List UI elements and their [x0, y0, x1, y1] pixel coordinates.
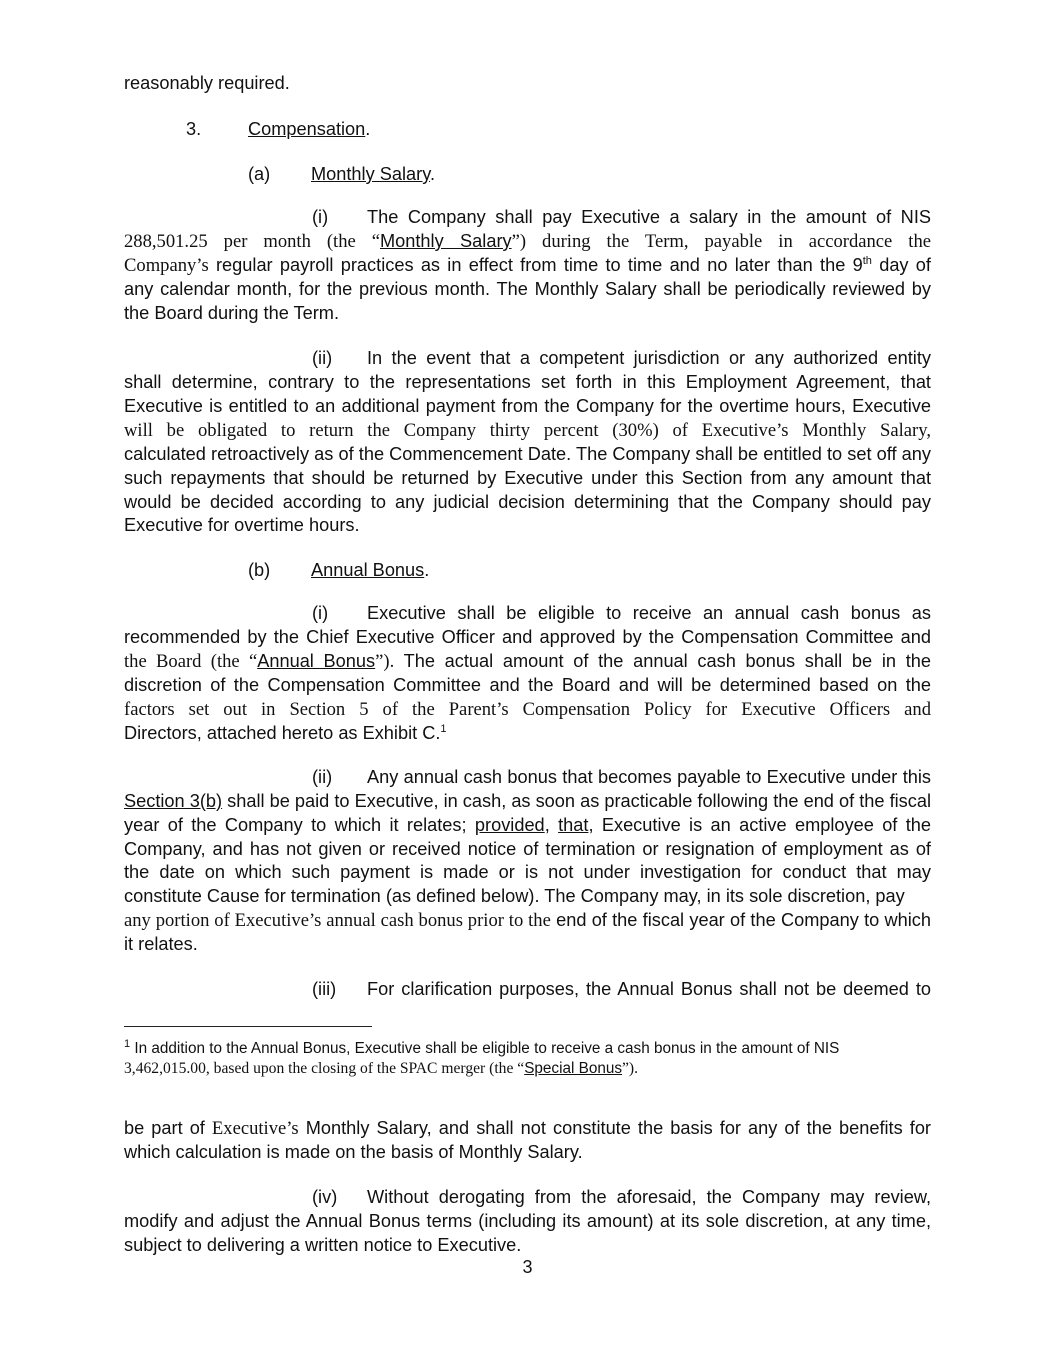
paragraph-text: any calendar month, for the previous month. The Monthly Salary shall be periodically reviewed by the Board during the Term.: [124, 279, 931, 323]
footnote-separator: [124, 1026, 372, 1027]
footnote-line: 3,462,015.00, based upon the closing of the SPAC merger (the “Special Bonus”).: [124, 1060, 639, 1077]
paragraph-line: Company’s regular payroll practices as in effect from time to time and no later than the 9th day of: [124, 254, 931, 276]
paragraph-label: (i): [312, 207, 329, 227]
paragraph-text: shall determine, contrary to the representations set forth in this Employment Agreement, that Executive is entitled to an additional payment from the Company for the overtime hours, Executive: [124, 372, 931, 416]
paragraph-text: the Board (the “Annual Bonus”). The actual amount of the annual cash bonus shall be in the discretion of the Compensation Committee and the Board and will be determined based on the: [124, 651, 931, 695]
paragraph-label: (ii): [312, 767, 333, 787]
paragraph-line: will be obligated to return the Company thirty percent (30%) of Executive’s Monthly Salary,: [124, 420, 931, 441]
document-page: reasonably required. 3. Compensation. (a) Monthly Salary. (i) The Company shall pay Executive a salary in the amount of NIS 288,501.25 per month (the “Monthly Salary”) during the Term, payable in accordance the Company’s regular payroll practices as in effect from time to time and no later than the 9th day of any calendar month, for the previous month. The Monthly Salary shall be periodically reviewed by the Board during the Term. (ii) In the event that a competent jurisdiction or any authorized entity shall determine, contrary to the representations set forth in this Employment Agreement, that Executive is entitled to an additional payment from the Company for the overtime hours, Executive will be obligated to return the Company thirty percent (30%) of Executive’s Monthly Salary, calculated retroactively as of the Commencement Date. The Company shall be entitled to set off any such repayments that should be returned by Executive under this Section from any amount that would be decided according to any judicial decision determining that the Company should pay Executive for overtime hours. (b) Annual Bonus. (i) Executive shall be eligible to receive an annual cash bonus as recommended by the Chief Executive Officer and approved by the Compensation Committee and the Board (the “Annual Bonus”). The actual amount of the annual cash bonus shall be in the discretion of the Compensation Committee and the Board and will be determined based on the factors set out in Section 5 of the Parent’s Compensation Policy for Executive Officers and Directors, attached hereto as Exhibit C.$^1$ (ii) Any annual cash bonus that becomes payable to Executive under this Section 3(b) shall be paid to Executive, in cash, as soon as practicable following the end of the fiscal year of the Company to which it relates; provided, that, Executive is an active employee of the Company, and has not given or received notice of termination or resignation of employment as of the date on which such payment is made or is not under investigation for conduct that may constitute Cause for termination (as defined below). The Company may, in its sole discretion, pay any portion of Executive’s annual cash bonus prior to the end of the fiscal year of the Company to which it relates. (iii) For clarification purposes, the Annual Bonus shall not be deemed to $^1$ In addition to the Annual Bonus, Executive shall be eligible to receive a cash bonus in the amount of NIS 3,462,015.00, based upon the closing of the SPAC merger (the “Special Bonus”). be part of Executive’s Monthly Salary, and shall not constitute the basis for any of the benefits for which calculation is made on the basis of Monthly Salary. (iv) Without derogating from the aforesaid, the Company may review, modify and adjust the Annual Bonus terms (including its amount) at its sole discretion, at any time, subject to delivering a written notice to Executive. 3: [0, 0, 1055, 1365]
paragraph-line: Any annual cash bonus that becomes payable to Executive under this: [367, 767, 931, 787]
subsection-label: (a): [248, 164, 271, 184]
footnote-mark: 1: [124, 1037, 131, 1050]
paragraph-label: (iii): [312, 979, 337, 999]
paragraph-line: The Company shall pay Executive a salary in the amount of NIS: [367, 207, 931, 227]
paragraph-text: modify and adjust the Annual Bonus terms (including its amount) at its sole discretion, at any time, subject to delivering a written notice to Executive.: [124, 1211, 931, 1255]
paragraph-line: Without derogating from the aforesaid, the Company may review,: [367, 1187, 931, 1207]
subsection-title: Monthly Salary: [311, 164, 430, 184]
section-title: Compensation: [248, 119, 366, 139]
paragraph-text: any portion of Executive’s annual cash bonus prior to the end of the fiscal year of the Company to which it relates.: [124, 910, 931, 954]
paragraph-label: (iv): [312, 1187, 338, 1207]
paragraph-text: Section 3(b) shall be paid to Executive, in cash, as soon as practicable following the end of the fiscal year of the Company to which it relates; provided, that, Executive is an active employee of the Company, and has not given or received notice of termination or resignation of employment as of the date on which such payment is made or is not under investigation for conduct that may constitute Cause for termination (as defined below). The Company may, in its sole discretion, pay: [124, 791, 932, 907]
paragraph-label: (i): [312, 603, 329, 623]
paragraph-line: Executive shall be eligible to receive an annual cash bonus as: [367, 603, 931, 623]
continuation-text: reasonably required.: [124, 73, 290, 93]
paragraph-line: For clarification purposes, the Annual Bonus shall not be deemed to: [367, 979, 931, 999]
paragraph-line: In the event that a competent jurisdiction or any authorized entity: [367, 348, 931, 368]
subsection-title: Annual Bonus: [311, 560, 425, 580]
footnote-line: $^1$ In addition to the Annual Bonus, Executive shall be eligible to receive a cash bonus in the amount of NIS: [124, 1037, 840, 1057]
section-number: 3.: [186, 119, 202, 139]
paragraph-line: factors set out in Section 5 of the Parent’s Compensation Policy for Executive Officers and: [124, 699, 931, 720]
defined-term: Special Bonus: [524, 1060, 622, 1077]
section-reference: Section 3(b): [124, 791, 223, 811]
defined-term: Annual Bonus: [257, 651, 376, 671]
subsection-label: (b): [248, 560, 271, 580]
page-number: 3: [522, 1257, 533, 1277]
paragraph-line: 288,501.25 per month (the “Monthly Salary”) during the Term, payable in accordance the: [124, 231, 931, 252]
paragraph-label: (ii): [312, 348, 333, 368]
paragraph-text: be part of Executive’s Monthly Salary, and shall not constitute the basis for any of the benefits for which calculation is made on the basis of Monthly Salary.: [124, 1118, 931, 1162]
paragraph-text: calculated retroactively as of the Commencement Date. The Company shall be entitled to set off any such repayments that should be returned by Executive under this Section from any amount that would be decided according to any judicial decision determining that the Company should pay Executive for overtime hours.: [124, 444, 931, 536]
footnote-reference[interactable]: 1: [440, 722, 447, 735]
paragraph-line: recommended by the Chief Executive Officer and approved by the Compensation Committee and: [124, 627, 931, 647]
paragraph-line: Directors, attached hereto as Exhibit C.$^1$: [124, 722, 447, 743]
defined-term: Monthly Salary: [379, 231, 512, 251]
